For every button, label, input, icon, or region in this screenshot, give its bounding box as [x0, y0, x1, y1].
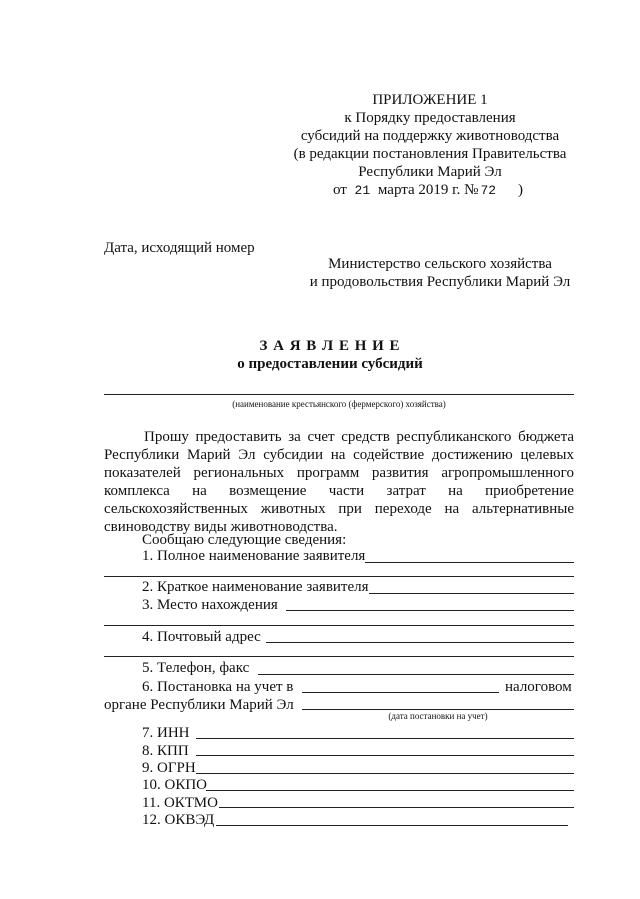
field-label-okpo: 10. ОКПО — [142, 777, 208, 793]
field-label-kpp: 8. КПП — [142, 743, 189, 759]
short-name-input-line[interactable] — [369, 593, 574, 594]
document-subtitle: о предоставлении субсидий — [237, 356, 423, 372]
paragraph-word: на — [444, 501, 460, 517]
full-name-input-line-2[interactable] — [104, 576, 574, 577]
paragraph-word: за — [288, 429, 301, 445]
appendix-title: ПРИЛОЖЕНИЕ 1 — [372, 92, 488, 108]
info-intro: Сообщаю следующие сведения: — [142, 532, 347, 548]
paragraph-word: альтернативные — [472, 501, 574, 517]
paragraph-word: переходе — [374, 501, 432, 517]
paragraph-word: возмещение — [229, 483, 307, 499]
document-heading — [150, 337, 510, 373]
date-close-paren: ) — [518, 182, 524, 198]
field-label-full-name: 1. Полное наименование заявителя — [142, 548, 366, 564]
appendix-date-line — [268, 181, 588, 200]
paragraph-word: программ — [296, 465, 360, 481]
paragraph-word: достижению — [431, 447, 513, 463]
paragraph-word: субсидии — [263, 447, 323, 463]
field-label-tax-suffix: налоговом — [505, 679, 572, 695]
paragraph-word: республиканского — [396, 429, 512, 445]
paragraph-word: содействие — [353, 447, 425, 463]
appendix-line: субсидий на поддержку животноводства — [300, 128, 560, 144]
paragraph-word: затрат — [386, 483, 426, 499]
appendix-line: Республики Марий Эл — [358, 164, 502, 180]
inn-input-line[interactable] — [196, 738, 574, 739]
paragraph-word: развития — [371, 465, 429, 481]
tax-authority-input-line[interactable] — [302, 692, 499, 693]
paragraph-word: показателей — [104, 465, 181, 481]
location-input-line-2[interactable] — [104, 625, 574, 626]
paragraph-word: средств — [341, 429, 390, 445]
addressee-line: Министерство сельского хозяйства — [328, 256, 552, 272]
paragraph-word: на — [330, 447, 346, 463]
farm-name-caption: (наименование крестьянского (фермерского) хозяйства) — [232, 399, 446, 409]
location-input-line[interactable] — [286, 610, 574, 611]
ogrn-input-line[interactable] — [196, 773, 574, 774]
date-number: 72 — [480, 183, 497, 198]
paragraph-word: Прошу — [144, 429, 189, 445]
appendix-line: (в редакции постановления Правительства — [293, 146, 567, 162]
kpp-input-line[interactable] — [196, 755, 574, 756]
paragraph-word: приобретение — [485, 483, 574, 499]
oktmo-input-line[interactable] — [219, 807, 574, 808]
paragraph-word: предоставить — [195, 429, 282, 445]
paragraph-word: региональных — [193, 465, 285, 481]
paragraph-line — [104, 482, 574, 500]
field-label-tax-line2: органе Республики Марий Эл — [104, 697, 294, 713]
paragraph-word: Эл — [238, 447, 256, 463]
field-label-oktmo: 11. ОКТМО — [142, 795, 218, 811]
field-label-postal: 4. Почтовый адрес — [142, 629, 261, 645]
farm-name-line — [104, 394, 574, 395]
okved-input-line[interactable] — [216, 825, 568, 826]
full-name-input-line[interactable] — [365, 562, 574, 563]
paragraph-word: животных — [260, 501, 326, 517]
paragraph-word: сельскохозяйственных — [104, 501, 248, 517]
appendix-block — [270, 91, 590, 200]
phone-input-line[interactable] — [258, 674, 574, 675]
request-paragraph — [104, 428, 574, 536]
paragraph-line — [104, 464, 574, 482]
addressee-block — [300, 255, 580, 291]
postal-input-line-2[interactable] — [104, 656, 574, 657]
paragraph-word: при — [338, 501, 362, 517]
paragraph-word: на — [448, 483, 463, 499]
field-label-tax-prefix: 6. Постановка на учет в — [142, 679, 294, 695]
tax-date-input-line[interactable] — [302, 709, 574, 710]
paragraph-line — [104, 428, 574, 446]
field-label-location: 3. Место нахождения — [142, 597, 278, 613]
paragraph-word: агропромышленного — [441, 465, 574, 481]
paragraph-word: Республики — [104, 447, 180, 463]
document-title: З А Я В Л Е Н И Е — [259, 338, 401, 354]
date-month-year: марта 2019 г. № — [377, 182, 479, 198]
paragraph-line — [104, 500, 574, 518]
paragraph-word: Марий — [186, 447, 231, 463]
tax-date-caption: (дата постановки на учет) — [388, 711, 488, 721]
paragraph-word: на — [192, 483, 207, 499]
date-prefix: от — [332, 182, 347, 198]
paragraph-word: части — [328, 483, 365, 499]
date-day: 21 — [354, 183, 371, 198]
paragraph-word: счет — [307, 429, 335, 445]
field-label-phone: 5. Телефон, факс — [142, 660, 250, 676]
field-label-inn: 7. ИНН — [142, 725, 190, 741]
field-label-ogrn: 9. ОГРН — [142, 760, 196, 776]
date-reference: Дата, исходящий номер — [104, 240, 255, 256]
okpo-input-line[interactable] — [206, 790, 574, 791]
paragraph-word: бюджета — [518, 429, 574, 445]
paragraph-line — [104, 446, 574, 464]
paragraph-line: свиноводству виды животноводства. — [104, 519, 338, 535]
postal-input-line[interactable] — [266, 642, 574, 643]
paragraph-word: целевых — [520, 447, 574, 463]
field-label-short-name: 2. Краткое наименование заявителя — [142, 579, 369, 595]
field-label-okved: 12. ОКВЭД — [142, 812, 215, 828]
appendix-line: к Порядку предоставления — [344, 110, 516, 126]
addressee-line: и продовольствия Республики Марий Эл — [309, 274, 571, 290]
paragraph-word: комплекса — [104, 483, 170, 499]
